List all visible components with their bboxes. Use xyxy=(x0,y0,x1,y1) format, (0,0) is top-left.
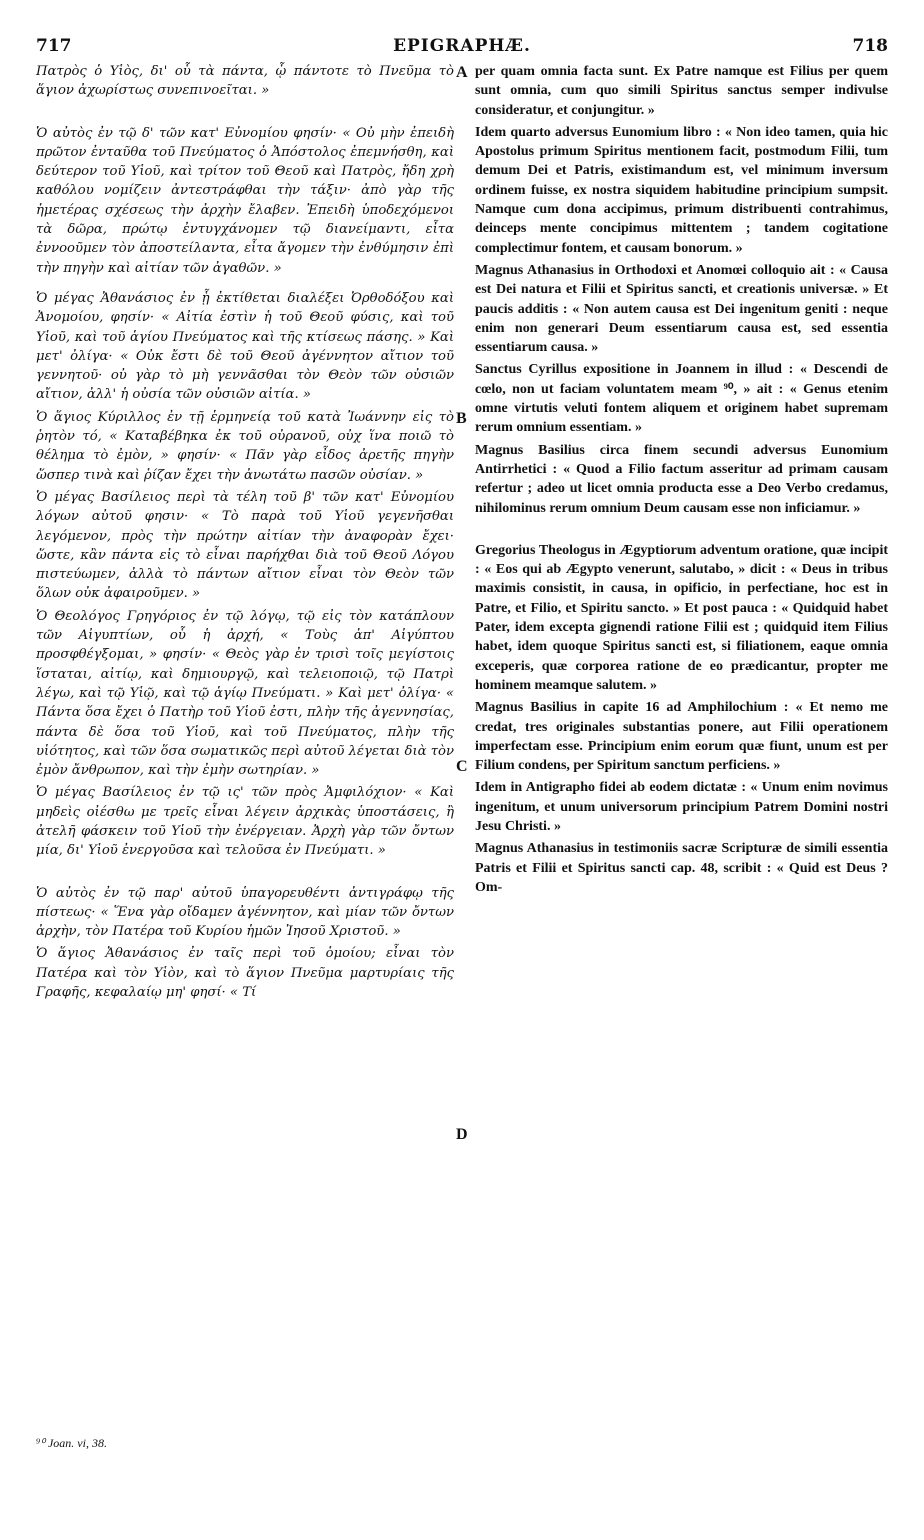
greek-paragraph: Πατρὸς ὁ Υἱὸς, δι' οὗ τὰ πάντα, ᾧ πάντοτε τὸ Πνεῦμα τὸ ἅγιον ἀχωρίστως συνεπινοεῖται. » xyxy=(36,64,454,99)
greek-paragraph: Ὁ ἅγιος Ἀθανάσιος ἐν ταῖς περὶ τοῦ ὁμοίου; εἶναι τὸν Πατέρα καὶ τὸν Υἱὸν, καὶ τὸ ἅγιον Πνεῦμα μαρτυρίαις τῆς Γραφῆς, κεφαλαίῳ μη' φησί· « Τί xyxy=(36,946,454,1001)
greek-paragraph: Ὁ μέγας Βασίλειος ἐν τῷ ις' τῶν πρὸς Ἀμφιλόχιον· « Καὶ μηδεὶς οἰέσθω με τρεῖς εἶναι λέγειν ἀρχικὰς ὑποστάσεις, ἢ ἀτελῆ φάσκειν τοῦ Υἱοῦ τὴν ἐνέργειαν. Ἀρχὴ γὰρ τῶν ὄντων μία, δι' Υἱοῦ ἐνεργοῦσα καὶ τελοῦσα ἐν Πνεύματι. » xyxy=(36,785,454,859)
latin-paragraph: Idem quarto adversus Eunomium libro : « Non ideo tamen, quia hic Apostolus primum Spiritus mentionem facit, postmodum Filii, tum demum Dei et Patris, existimandum est, vel minimum inversum ordinem fuisse, ex nostra siquidem habitudine principium sumpsit. Namque cum dona accipimus, primum distribuenti contrahimus, deinceps mente concipimus mittentem ; tandem cogitatione complectimur fontem, et causam bonorum. » xyxy=(475,124,888,256)
page-header xyxy=(36,36,888,60)
greek-paragraph: Ὁ μέγας Ἀθανάσιος ἐν ᾗ ἐκτίθεται διαλέξει Ὀρθοδόξου καὶ Ἀνομοίου, φησίν· « Αἰτία ἐστὶν ἡ τοῦ Θεοῦ φύσις, καὶ τοῦ Υἱοῦ, καὶ τοῦ ἁγίου Πνεύματος καὶ τῆς κτίσεως πάσης. » Καὶ μετ' ὀλίγα· « Οὐκ ἔστι δὲ τοῦ Θεοῦ ἀγέννητον αἴτιον τοῦ γεννητοῦ· οὐ γὰρ τὸ μὴ γεννᾶσθαι τὸν Θεὸν τῶν οὐσιῶν αἴτιον, ἀλλ' ἡ οὐσία τῶν οὐσιῶν αἰτία. » xyxy=(36,290,454,403)
latin-paragraph: Magnus Basilius in capite 16 ad Amphilochium : « Et nemo me credat, tres originales substantias ponere, aut Filii operationem imperfectam esse. Principium enim eorum quæ fiunt, unum est per Filium condens, per Spiritum sanctum perficiens. » xyxy=(475,700,888,774)
greek-paragraph: Ὁ ἅγιος Κύριλλος ἐν τῇ ἑρμηνείᾳ τοῦ κατὰ Ἰωάννην εἰς τὸ ῥητὸν τό, « Καταβέβηκα ἐκ τοῦ οὐρανοῦ, οὐχ ἵνα ποιῶ τὸ θέλημα τὸ ἐμὸν, » φησίν· « Πᾶν γὰρ εἶδος ἀρετῆς πηγὴν ὥσπερ τινὰ καὶ ῥίζαν ἔχει τὴν ἀνωτάτω πασῶν οὐσίαν. » xyxy=(36,409,454,483)
greek-column xyxy=(36,62,454,1005)
marker-a: A xyxy=(456,64,468,81)
latin-paragraph: Idem in Antigrapho fidei ab eodem dictatæ : « Unum enim novimus ingenitum, et unum universorum principium Patrem Domini nostri Jesu Christi. » xyxy=(475,780,888,834)
marker-c: C xyxy=(456,758,468,775)
latin-paragraph: per quam omnia facta sunt. Ex Patre namque est Filius per quem sunt omnia, cum quo simili Spiritus sanctus semper indivulse consideratur, et conjungitur. » xyxy=(475,64,888,118)
greek-paragraph: Ὁ μέγας Βασίλειος περὶ τὰ τέλη τοῦ β' τῶν κατ' Εὐνομίου λόγων αὐτοῦ φησιν· « Τὸ παρὰ τοῦ Υἱοῦ γεγενῆσθαι λεγόμενον, πρὸς τὴν πρώτην αἰτίαν τὴν ἀναφορὰν ἔχει· ὥστε, κἂν πάντα εἰς τὸ εἶναι παρήχθαι διὰ τοῦ Θεοῦ Λόγου πιστεύωμεν, ἀλλὰ τὸ πάντων αἴτιον εἶναι τὸν Θεὸν τῶν ὅλων οὐκ ἀφαιροῦμεν. » xyxy=(36,489,454,602)
latin-paragraph: Gregorius Theologus in Ægyptiorum adventum oratione, quæ incipit : « Eos qui ab Ægypto venerunt, salutabo, » dicit : « Deus in tribus maximis consistit, in causa, in opificio, in perfectiane, hoc est in Patre, et Filio, et Spiritu sancto. » Et post pauca : « Quidquid habet Pater, idem excepta gignendi ratione Filii est ; quidquid item Filius habet, idem quoque Spiritus sancti est, si filiationem, eaque omnia exceperis, quæ corporea ratione de eo prædicantur, propter me hominem meamque salutem. » xyxy=(475,542,888,693)
left-page-number: 717 xyxy=(36,36,72,56)
latin-paragraph: Magnus Athanasius in Orthodoxi et Anomœi colloquio ait : « Causa est Dei natura et Filii et Spiritus sancti, et creationis universæ. » Et paucis additis : « Non autem causa est Dei ingenitum geniti : neque enim non generari Deum essentiarum causa est, sed essentia essentiarum causa. » xyxy=(475,262,888,356)
marker-b: B xyxy=(456,410,467,427)
footnote: ⁹⁰ Joan. vi, 38. xyxy=(36,1436,107,1450)
greek-paragraph: Ὁ αὐτὸς ἐν τῷ παρ' αὐτοῦ ὑπαγορευθέντι ἀντιγράφῳ τῆς πίστεως· « Ἕνα γὰρ οἴδαμεν ἀγέννητον, καὶ μίαν τῶν ὄντων ἀρχὴν, τὸν Πατέρα τοῦ Κυρίου ἡμῶν Ἰησοῦ Χριστοῦ. » xyxy=(36,885,454,940)
greek-paragraph: Ὁ Θεολόγος Γρηγόριος ἐν τῷ λόγῳ, τῷ εἰς τὸν κατάπλουν τῶν Αἰγυπτίων, οὗ ἡ ἀρχή, « Τοὺς ἀπ' Αἰγύπτου προσφθέγξομαι, » φησίν· « Θεὸς γὰρ ἐν τρισὶ τοῖς μεγίστοις ἵσταται, αἰτίῳ, καὶ δημιουργῷ, καὶ τελειοποιῷ, τῷ Πατρὶ λέγω, καὶ τῷ Υἱῷ, καὶ τῷ ἁγίῳ Πνεύματι. » Καὶ μετ' ὀλίγα· « Πάντα ὅσα ἔχει ὁ Πατὴρ τοῦ Υἱοῦ ἐστι, πλὴν τῆς ἀγεννησίας, πάντα δὲ ὅσα τοῦ Υἱοῦ, καὶ τοῦ Πνεύματος, πλὴν τῆς υἱότητος, καὶ τῶν ὅσα σωματικῶς περὶ αὐτοῦ λέγεται διὰ τὸν ἐμὸν ἄνθρωπον, καὶ τὴν ἐμὴν σωτηρίαν. » xyxy=(36,608,454,779)
right-page-number: 718 xyxy=(852,36,888,56)
marker-d: D xyxy=(456,1126,468,1143)
latin-paragraph: Sanctus Cyrillus expositione in Joannem in illud : « Descendi de cœlo, non ut faciam voluntatem meam ⁹⁰, » ait : « Genus etenim omne virtutis veluti fontem aliquem et originem habet supremam rerum omnium essentiam. » xyxy=(475,362,888,436)
latin-paragraph: Magnus Basilius circa finem secundi adversus Eunomium Antirrhetici : « Quod a Filio factum asseritur ad primam causam refertur ; adeo ut licet omnia producta esse a Deo Verbo credamus, nihilominus rerum omnium Deum causam esse non inficiamur. » xyxy=(475,442,888,516)
running-title: EPIGRAPHÆ. xyxy=(393,36,531,56)
greek-paragraph: Ὁ αὐτὸς ἐν τῷ δ' τῶν κατ' Εὐνομίου φησίν· « Οὐ μὴν ἐπειδὴ πρῶτον ἐνταῦθα τοῦ Πνεύματος ὁ Ἀπόστολος ἐπεμνήσθη, καὶ δεύτερον τοῦ Υἱοῦ, καὶ τρίτον τοῦ Θεοῦ καὶ Πατρὸς, ἤδη χρὴ καθόλου νομίζειν ἀντεστράφθαι τὴν τάξιν· ἀπὸ γὰρ τῆς ἡμετέρας σχέσεως τὴν ἀρχὴν ἔλαβεν. Ἐπειδὴ ὑποδεχόμενοι τὰ δῶρα, πρώτῳ ἐντυγχάνομεν τῷ διανείμαντι, εἶτα ἐννοοῦμεν τὸν ἀποστείλαντα, εἶτα ἄγομεν τὴν ἐνθύμησιν ἐπὶ τὴν πηγὴν καὶ αἰτίαν τῶν ἀγαθῶν. » xyxy=(36,125,454,276)
latin-paragraph: Magnus Athanasius in testimoniis sacræ Scripturæ de simili essentia Patris et Filii et Spiritus sancti cap. 48, scribit : « Quid est Deus ? Om- xyxy=(475,841,888,895)
latin-column xyxy=(475,62,888,900)
